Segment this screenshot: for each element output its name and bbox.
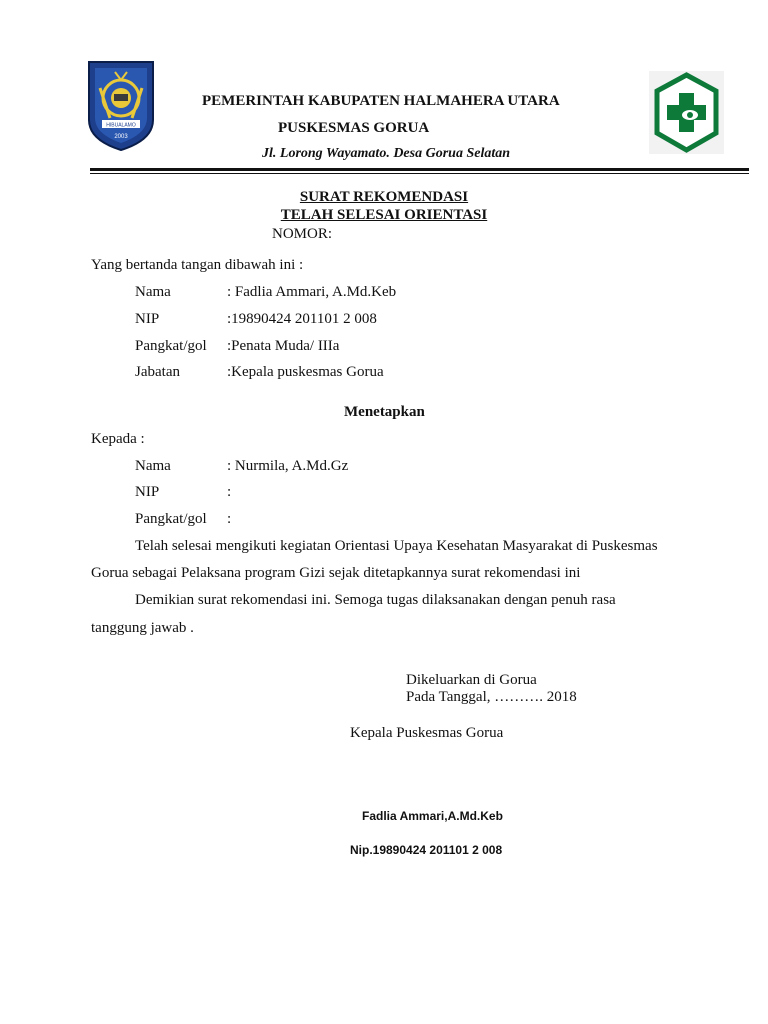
letterhead-government: PEMERINTAH KABUPATEN HALMAHERA UTARA [202,93,560,109]
signer-label: Nama [135,284,171,300]
signer-label: NIP [135,311,160,327]
recipient-label: Nama [135,458,171,474]
signer-label: Jabatan [135,364,180,380]
body-paragraph-line: Gorua sebagai Pelaksana program Gizi sejak ditetapkannya surat rekomendasi ini [91,565,581,581]
letterhead-puskesmas: PUSKESMAS GORUA [278,120,430,136]
signer-value: :Kepala puskesmas Gorua [227,364,384,380]
signer-value: : Fadlia Ammari, A.Md.Keb [227,284,397,300]
signer-label: Pangkat/gol [135,338,207,354]
signature-name: Fadlia Ammari,A.Md.Keb [362,809,503,823]
emblem-year: 2003 [114,134,128,140]
intro-text: Yang bertanda tangan dibawah ini : [91,257,304,273]
puskesmas-logo [649,71,724,154]
regency-emblem [86,58,156,152]
header-divider-thick [90,168,749,171]
emblem-text: HIBUALAMO [106,122,136,129]
body-paragraph-line: tanggung jawab . [91,620,194,636]
recipient-intro: Kepada : [91,431,145,447]
issued-place: Dikeluarkan di Gorua [406,672,537,688]
recipient-value: : [227,484,232,500]
recipient-value: : Nurmila, A.Md.Gz [227,458,349,474]
signer-value: :19890424 201101 2 008 [227,311,377,327]
signer-position: Kepala Puskesmas Gorua [350,725,504,741]
decision-heading: Menetapkan [344,404,425,420]
letterhead-address: Jl. Lorong Wayamato. Desa Gorua Selatan [262,146,511,161]
issued-date: Pada Tanggal, ………. 2018 [406,689,577,705]
recipient-value: : [227,511,232,527]
recipient-label: NIP [135,484,160,500]
document-subtitle: TELAH SELESAI ORIENTASI [280,207,488,223]
document-number: NOMOR: [272,226,333,242]
signature-nip: Nip.19890424 201101 2 008 [350,843,503,857]
document-title: SURAT REKOMENDASI [299,189,469,205]
body-paragraph-line: Demikian surat rekomendasi ini. Semoga tugas dilaksanakan dengan penuh rasa [135,592,616,608]
body-paragraph-line: Telah selesai mengikuti kegiatan Orientasi Upaya Kesehatan Masyarakat di Puskesmas [135,538,658,554]
signer-value: :Penata Muda/ IIIa [227,338,340,354]
recipient-label: Pangkat/gol [135,511,207,527]
header-divider-thin [90,173,749,174]
